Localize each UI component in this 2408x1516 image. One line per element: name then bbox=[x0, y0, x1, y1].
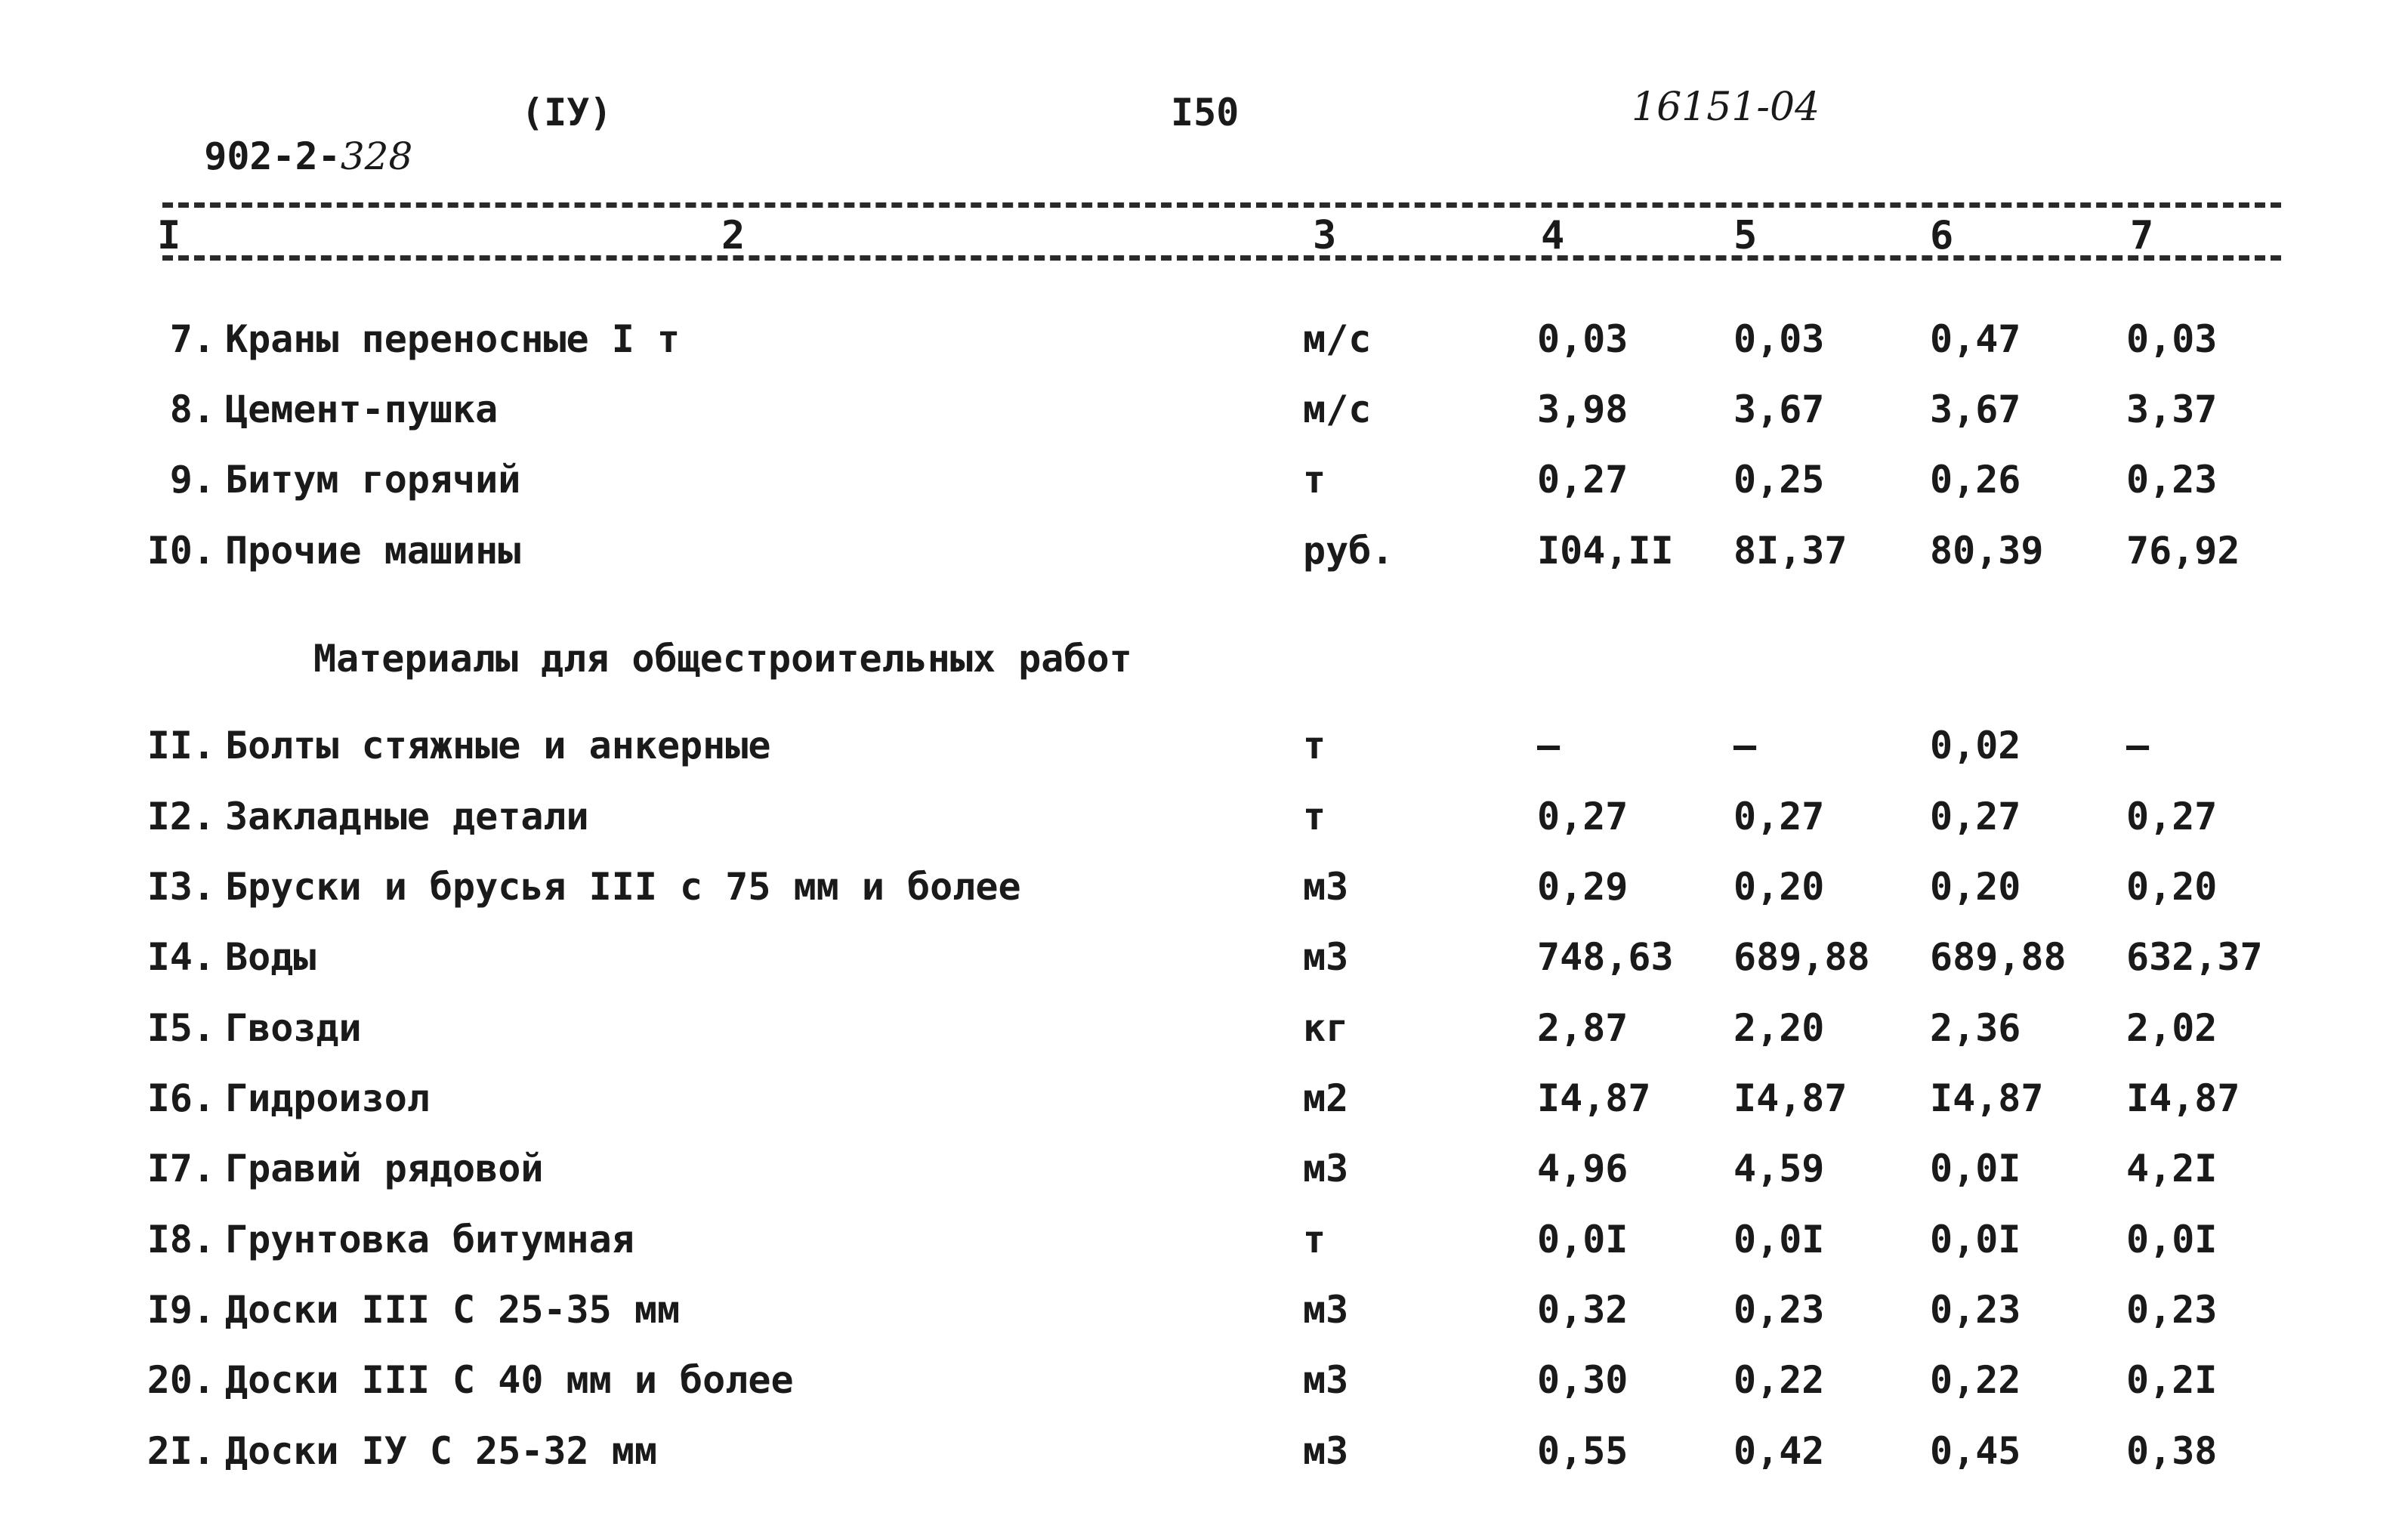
table-row bbox=[0, 317, 2408, 385]
row-value-col7: 0,03 bbox=[2126, 317, 2218, 361]
row-value-col4: 0,0I bbox=[1537, 1218, 1628, 1261]
row-value-col6: I4,87 bbox=[1930, 1076, 2044, 1120]
table-row bbox=[0, 1288, 2408, 1356]
row-value-col7: 76,92 bbox=[2126, 529, 2240, 573]
row-unit: т bbox=[1303, 724, 1326, 767]
column-number-5: 5 bbox=[1733, 213, 1758, 258]
row-name: Доски IУ С 25-32 мм bbox=[225, 1429, 657, 1473]
row-name: Гравий рядовой bbox=[225, 1147, 544, 1190]
row-number: I7. bbox=[147, 1147, 215, 1190]
row-value-col5: 2,20 bbox=[1733, 1006, 1825, 1050]
row-unit: м3 bbox=[1303, 1288, 1349, 1332]
table-row bbox=[0, 387, 2408, 455]
row-unit: т bbox=[1303, 1218, 1326, 1261]
row-value-col5: 0,42 bbox=[1733, 1429, 1825, 1473]
row-name: Доски III С 40 мм и более bbox=[225, 1358, 794, 1402]
row-value-col6: 3,67 bbox=[1930, 387, 2021, 431]
row-unit: м3 bbox=[1303, 1358, 1349, 1402]
row-number: I9. bbox=[147, 1288, 215, 1332]
column-number-2: 2 bbox=[721, 213, 746, 258]
row-value-col6: 2,36 bbox=[1930, 1006, 2021, 1050]
row-value-col4: 0,32 bbox=[1537, 1288, 1628, 1332]
row-unit: м2 bbox=[1303, 1076, 1349, 1120]
row-value-col5: 0,22 bbox=[1733, 1358, 1825, 1402]
row-value-col7: 0,27 bbox=[2126, 795, 2218, 838]
row-value-col6: 0,45 bbox=[1930, 1429, 2021, 1473]
row-unit: т bbox=[1303, 795, 1326, 838]
row-value-col5: 0,0I bbox=[1733, 1218, 1825, 1261]
row-unit: м3 bbox=[1303, 865, 1349, 909]
header-rule-bottom bbox=[162, 255, 2281, 261]
table-row bbox=[0, 865, 2408, 933]
row-value-col4: 0,30 bbox=[1537, 1358, 1628, 1402]
row-number: I0. bbox=[147, 529, 215, 573]
table-row bbox=[0, 1429, 2408, 1497]
row-value-col5: 689,88 bbox=[1733, 935, 1870, 979]
row-value-col7: 2,02 bbox=[2126, 1006, 2218, 1050]
row-value-col5: 4,59 bbox=[1733, 1147, 1825, 1190]
row-value-col5: 0,03 bbox=[1733, 317, 1825, 361]
row-number: I2. bbox=[147, 795, 215, 838]
row-unit: м3 bbox=[1303, 1147, 1349, 1190]
table-row bbox=[0, 529, 2408, 597]
row-value-col5: 3,67 bbox=[1733, 387, 1825, 431]
row-number: I4. bbox=[147, 935, 215, 979]
table-row bbox=[0, 458, 2408, 526]
row-unit: руб. bbox=[1303, 529, 1394, 573]
row-number: 7. bbox=[169, 317, 215, 361]
row-value-col5: 0,27 bbox=[1733, 795, 1825, 838]
row-name: Доски III С 25-35 мм bbox=[225, 1288, 681, 1332]
row-value-col6: 80,39 bbox=[1930, 529, 2044, 573]
row-number: I8. bbox=[147, 1218, 215, 1261]
table-row bbox=[0, 724, 2408, 792]
row-value-col7: 632,37 bbox=[2126, 935, 2263, 979]
row-name: Битум горячий bbox=[225, 458, 521, 502]
header-rule-top bbox=[162, 202, 2281, 208]
row-value-col4: 748,63 bbox=[1537, 935, 1674, 979]
column-number-4: 4 bbox=[1541, 213, 1565, 258]
row-name: Гидроизол bbox=[225, 1076, 430, 1120]
row-name: Грунтовка битумная bbox=[225, 1218, 634, 1261]
row-value-col4: I04,II bbox=[1537, 529, 1674, 573]
page-number: I50 bbox=[1171, 91, 1240, 134]
row-name: Цемент-пушка bbox=[225, 387, 499, 431]
table-row bbox=[0, 935, 2408, 1003]
row-value-col4: 0,27 bbox=[1537, 458, 1628, 502]
row-value-col7: – bbox=[2126, 724, 2150, 767]
row-number: 9. bbox=[169, 458, 215, 502]
row-value-col5: 0,20 bbox=[1733, 865, 1825, 909]
document-code-handwritten: 328 bbox=[340, 134, 413, 178]
row-value-col5: 8I,37 bbox=[1733, 529, 1848, 573]
column-number-7: 7 bbox=[2130, 213, 2154, 258]
row-value-col7: 0,20 bbox=[2126, 865, 2218, 909]
row-value-col5: 0,23 bbox=[1733, 1288, 1825, 1332]
document-code bbox=[159, 91, 412, 178]
row-value-col7: 0,23 bbox=[2126, 1288, 2218, 1332]
row-name: Прочие машины bbox=[225, 529, 521, 573]
row-number: II. bbox=[147, 724, 215, 767]
row-number: 2I. bbox=[147, 1429, 215, 1473]
column-number-6: 6 bbox=[1930, 213, 1954, 258]
row-name: Гвозди bbox=[225, 1006, 362, 1050]
row-value-col7: 0,38 bbox=[2126, 1429, 2218, 1473]
row-value-col5: – bbox=[1733, 724, 1757, 767]
row-value-col7: 4,2I bbox=[2126, 1147, 2218, 1190]
row-value-col6: 0,0I bbox=[1930, 1147, 2021, 1190]
row-number: 8. bbox=[169, 387, 215, 431]
column-number-1: I bbox=[157, 213, 181, 258]
table-row bbox=[0, 1358, 2408, 1426]
row-value-col7: 0,2I bbox=[2126, 1358, 2218, 1402]
row-value-col4: 0,03 bbox=[1537, 317, 1628, 361]
row-value-col4: 0,27 bbox=[1537, 795, 1628, 838]
row-number: 20. bbox=[147, 1358, 215, 1402]
row-value-col4: 0,55 bbox=[1537, 1429, 1628, 1473]
row-value-col4: – bbox=[1537, 724, 1561, 767]
row-value-col4: 4,96 bbox=[1537, 1147, 1628, 1190]
table-row bbox=[0, 795, 2408, 863]
row-value-col6: 689,88 bbox=[1930, 935, 2067, 979]
row-value-col7: 0,0I bbox=[2126, 1218, 2218, 1261]
row-value-col4: 2,87 bbox=[1537, 1006, 1628, 1050]
row-unit: кг bbox=[1303, 1006, 1349, 1050]
row-value-col6: 0,02 bbox=[1930, 724, 2021, 767]
table-row bbox=[0, 1218, 2408, 1286]
row-value-col5: 0,25 bbox=[1733, 458, 1825, 502]
row-value-col6: 0,20 bbox=[1930, 865, 2021, 909]
row-value-col6: 0,22 bbox=[1930, 1358, 2021, 1402]
row-number: I6. bbox=[147, 1076, 215, 1120]
row-unit: м/с bbox=[1303, 317, 1372, 361]
row-value-col7: 3,37 bbox=[2126, 387, 2218, 431]
row-value-col6: 0,27 bbox=[1930, 795, 2021, 838]
table-row bbox=[0, 1076, 2408, 1144]
row-value-col4: 3,98 bbox=[1537, 387, 1628, 431]
table-row bbox=[0, 1006, 2408, 1074]
row-value-col4: 0,29 bbox=[1537, 865, 1628, 909]
row-number: I5. bbox=[147, 1006, 215, 1050]
row-unit: т bbox=[1303, 458, 1326, 502]
row-number: I3. bbox=[147, 865, 215, 909]
row-name: Краны переносные I т bbox=[225, 317, 681, 361]
section-title: Материалы для общестроительных работ bbox=[313, 637, 1132, 681]
row-value-col6: 0,47 bbox=[1930, 317, 2021, 361]
table-row bbox=[0, 1147, 2408, 1215]
row-value-col4: I4,87 bbox=[1537, 1076, 1651, 1120]
row-unit: м/с bbox=[1303, 387, 1372, 431]
row-value-col5: I4,87 bbox=[1733, 1076, 1848, 1120]
document-code-printed: 902-2- bbox=[204, 134, 341, 178]
row-name: Бруски и брусья III с 75 мм и более bbox=[225, 865, 1021, 909]
column-number-3: 3 bbox=[1313, 213, 1337, 258]
row-unit: м3 bbox=[1303, 1429, 1349, 1473]
row-name: Воды bbox=[225, 935, 316, 979]
row-value-col6: 0,23 bbox=[1930, 1288, 2021, 1332]
row-name: Закладные детали bbox=[225, 795, 589, 838]
volume-label: (IУ) bbox=[521, 91, 613, 134]
row-value-col6: 0,0I bbox=[1930, 1218, 2021, 1261]
row-name: Болты стяжные и анкерные bbox=[225, 724, 771, 767]
row-value-col7: I4,87 bbox=[2126, 1076, 2240, 1120]
row-unit: м3 bbox=[1303, 935, 1349, 979]
row-value-col6: 0,26 bbox=[1930, 458, 2021, 502]
reference-number-handwritten: 16151-04 bbox=[1632, 85, 1820, 130]
row-value-col7: 0,23 bbox=[2126, 458, 2218, 502]
